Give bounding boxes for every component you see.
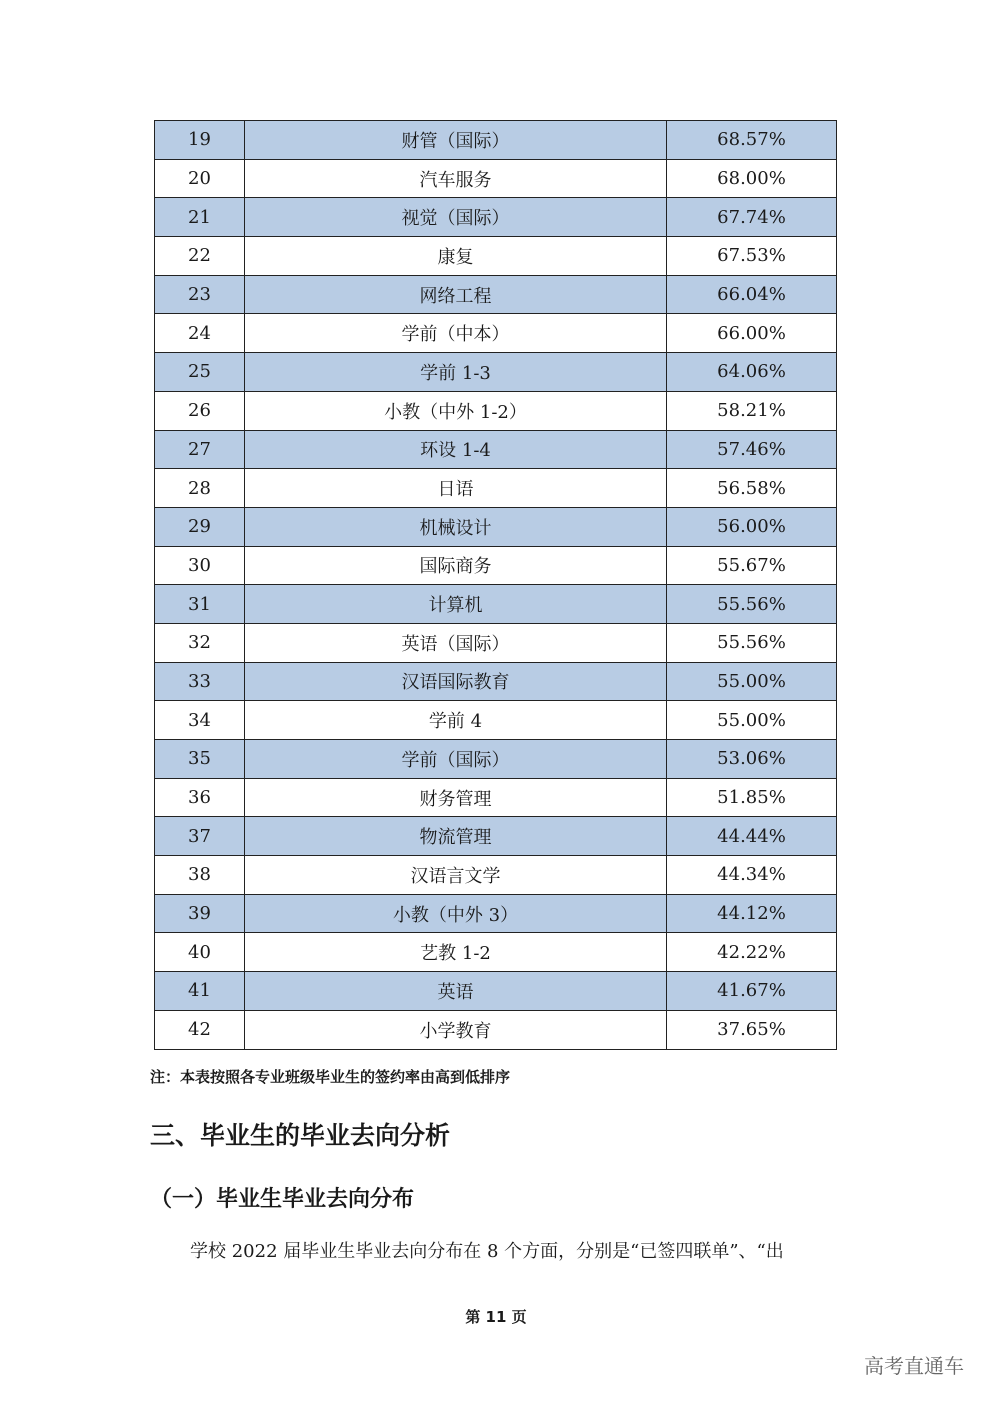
rank-cell: 30 [155,546,245,585]
rate-cell: 37.65% [667,1010,837,1049]
table-row [155,856,837,895]
rate-cell: 55.00% [667,701,837,740]
table-row [155,778,837,817]
table-row [155,121,837,160]
rate-cell: 68.57% [667,121,837,160]
major-cell: 学前 4 [245,701,667,740]
table-row [155,198,837,237]
major-cell: 英语（国际） [245,623,667,662]
section-heading: 三、毕业生的毕业去向分析 [150,1121,451,1150]
page-number: 第 11 页 [465,1308,527,1326]
rank-cell: 27 [155,430,245,469]
table-row [155,701,837,740]
major-cell: 汉语言文学 [245,856,667,895]
table-row [155,894,837,933]
major-cell: 视觉（国际） [245,198,667,237]
rate-cell: 51.85% [667,778,837,817]
rate-cell: 53.06% [667,740,837,779]
subsection-heading: （一）毕业生毕业去向分布 [150,1187,415,1212]
rate-cell: 67.53% [667,237,837,276]
rank-cell: 29 [155,507,245,546]
major-cell: 环设 1-4 [245,430,667,469]
rank-cell: 33 [155,662,245,701]
major-cell: 学前（中本） [245,314,667,353]
rate-cell: 56.00% [667,507,837,546]
rank-cell: 39 [155,894,245,933]
rate-cell: 67.74% [667,198,837,237]
rate-cell: 57.46% [667,430,837,469]
rank-cell: 35 [155,740,245,779]
rank-cell: 23 [155,275,245,314]
rate-cell: 58.21% [667,391,837,430]
major-cell: 学前（国际） [245,740,667,779]
major-cell: 小教（中外 3） [245,894,667,933]
major-cell: 网络工程 [245,275,667,314]
body-paragraph: 学校 2022 届毕业生毕业去向分布在 8 个方面，分别是“已签四联单”、“出 [190,1241,784,1262]
rank-cell: 19 [155,121,245,160]
rate-cell: 44.12% [667,894,837,933]
table-row [155,1010,837,1049]
major-cell: 汉语国际教育 [245,662,667,701]
major-cell: 财管（国际） [245,121,667,160]
rank-cell: 24 [155,314,245,353]
rate-cell: 55.00% [667,662,837,701]
table-row [155,430,837,469]
rank-cell: 22 [155,237,245,276]
table-row [155,740,837,779]
rate-cell: 41.67% [667,972,837,1011]
rank-cell: 38 [155,856,245,895]
major-cell: 康复 [245,237,667,276]
table-row [155,275,837,314]
rank-cell: 41 [155,972,245,1011]
rank-cell: 37 [155,817,245,856]
major-cell: 小教（中外 1-2） [245,391,667,430]
ranking-table-body [155,121,837,1050]
rank-cell: 36 [155,778,245,817]
major-cell: 小学教育 [245,1010,667,1049]
rank-cell: 25 [155,353,245,392]
watermark: 高考直通车 [864,1354,964,1378]
rate-cell: 56.58% [667,469,837,508]
rank-cell: 28 [155,469,245,508]
table-row [155,585,837,624]
rank-cell: 31 [155,585,245,624]
rate-cell: 66.00% [667,314,837,353]
table-row [155,933,837,972]
rank-cell: 42 [155,1010,245,1049]
major-cell: 计算机 [245,585,667,624]
rate-cell: 55.67% [667,546,837,585]
major-cell: 国际商务 [245,546,667,585]
major-cell: 财务管理 [245,778,667,817]
major-cell: 机械设计 [245,507,667,546]
major-cell: 学前 1-3 [245,353,667,392]
rate-cell: 44.44% [667,817,837,856]
ranking-table [154,120,837,1050]
rank-cell: 26 [155,391,245,430]
rate-cell: 68.00% [667,159,837,198]
table-note: 注：本表按照各专业班级毕业生的签约率由高到低排序 [150,1068,511,1086]
rate-cell: 66.04% [667,275,837,314]
table-row [155,469,837,508]
table-row [155,391,837,430]
rate-cell: 55.56% [667,623,837,662]
major-cell: 汽车服务 [245,159,667,198]
table-row [155,314,837,353]
rate-cell: 42.22% [667,933,837,972]
table-row [155,623,837,662]
rank-cell: 34 [155,701,245,740]
table-row [155,507,837,546]
major-cell: 英语 [245,972,667,1011]
major-cell: 艺教 1-2 [245,933,667,972]
rank-cell: 32 [155,623,245,662]
rank-cell: 40 [155,933,245,972]
table-row [155,972,837,1011]
rate-cell: 44.34% [667,856,837,895]
rank-cell: 21 [155,198,245,237]
rate-cell: 64.06% [667,353,837,392]
table-row [155,662,837,701]
major-cell: 日语 [245,469,667,508]
rate-cell: 55.56% [667,585,837,624]
major-cell: 物流管理 [245,817,667,856]
table-row [155,817,837,856]
table-row [155,546,837,585]
table-row [155,237,837,276]
rank-cell: 20 [155,159,245,198]
table-row [155,353,837,392]
table-row [155,159,837,198]
